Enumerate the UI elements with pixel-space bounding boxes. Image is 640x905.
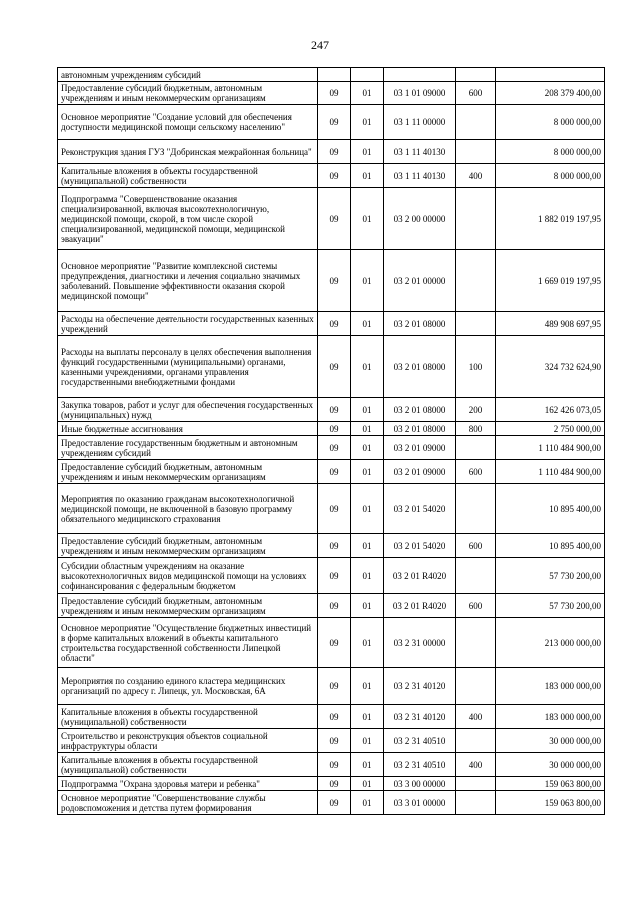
- row-expense-type-cell: [456, 250, 496, 312]
- row-subsection-cell: 01: [351, 460, 384, 484]
- row-section-cell: 09: [318, 618, 351, 668]
- row-target-code-cell: [384, 68, 456, 82]
- row-name-cell: автономным учреждениям субсидий: [58, 68, 318, 82]
- row-subsection-cell: 01: [351, 705, 384, 729]
- row-expense-type-cell: 600: [456, 594, 496, 618]
- row-subsection-cell: 01: [351, 777, 384, 791]
- row-name-cell: Предоставление субсидий бюджетным, автономным учреждениям и иным некоммерческим организациям: [58, 82, 318, 105]
- row-target-code-cell: 03 2 01 08000: [384, 312, 456, 336]
- table-row: [58, 188, 605, 250]
- row-expense-type-cell: [456, 729, 496, 753]
- row-amount-cell: 159 063 800,00: [496, 777, 605, 791]
- row-subsection-cell: 01: [351, 250, 384, 312]
- row-target-code-cell: 03 2 01 08000: [384, 336, 456, 398]
- row-target-code-cell: 03 2 00 00000: [384, 188, 456, 250]
- row-section-cell: 09: [318, 753, 351, 777]
- table-row: [58, 422, 605, 436]
- table-row: [58, 668, 605, 705]
- row-name-cell: Предоставление государственным бюджетным и автономным учреждениям субсидий: [58, 436, 318, 460]
- table-row: [58, 705, 605, 729]
- row-subsection-cell: 01: [351, 188, 384, 250]
- row-name-cell: Основное мероприятие "Развитие комплексной системы предупреждения, диагностики и лечения социально значимых заболеваний. Повышение эффективности оказания скорой медицинской помощи": [58, 250, 318, 312]
- table-row: [58, 534, 605, 558]
- row-expense-type-cell: 200: [456, 398, 496, 422]
- row-amount-cell: 8 000 000,00: [496, 105, 605, 140]
- row-amount-cell: 10 895 400,00: [496, 534, 605, 558]
- row-subsection-cell: 01: [351, 729, 384, 753]
- row-section-cell: 09: [318, 777, 351, 791]
- row-section-cell: 09: [318, 398, 351, 422]
- row-subsection-cell: 01: [351, 105, 384, 140]
- row-expense-type-cell: [456, 484, 496, 534]
- row-expense-type-cell: [456, 188, 496, 250]
- row-name-cell: Строительство и реконструкция объектов социальной инфраструктуры области: [58, 729, 318, 753]
- row-amount-cell: 30 000 000,00: [496, 753, 605, 777]
- table-row: [58, 484, 605, 534]
- row-name-cell: Закупка товаров, работ и услуг для обеспечения государственных (муниципальных) нужд: [58, 398, 318, 422]
- row-subsection-cell: 01: [351, 422, 384, 436]
- page-number: 247: [311, 38, 329, 52]
- row-name-cell: Реконструкция здания ГУЗ "Добринская межрайонная больница": [58, 140, 318, 164]
- row-section-cell: 09: [318, 534, 351, 558]
- row-expense-type-cell: [456, 105, 496, 140]
- row-expense-type-cell: 600: [456, 534, 496, 558]
- table-row: [58, 558, 605, 594]
- row-section-cell: 09: [318, 188, 351, 250]
- row-subsection-cell: 01: [351, 618, 384, 668]
- row-target-code-cell: 03 1 01 09000: [384, 82, 456, 105]
- table-row: [58, 140, 605, 164]
- row-name-cell: Капитальные вложения в объекты государственной (муниципальной) собственности: [58, 705, 318, 729]
- table-row: [58, 398, 605, 422]
- row-expense-type-cell: [456, 791, 496, 815]
- row-subsection-cell: 01: [351, 791, 384, 815]
- table-row: [58, 312, 605, 336]
- table-row: [58, 594, 605, 618]
- row-amount-cell: 1 110 484 900,00: [496, 436, 605, 460]
- row-section-cell: [318, 68, 351, 82]
- row-amount-cell: 1 882 019 197,95: [496, 188, 605, 250]
- row-expense-type-cell: 600: [456, 460, 496, 484]
- row-section-cell: 09: [318, 705, 351, 729]
- row-name-cell: Капитальные вложения в объекты государственной (муниципальной) собственности: [58, 164, 318, 188]
- row-section-cell: 09: [318, 791, 351, 815]
- row-amount-cell: 57 730 200,00: [496, 594, 605, 618]
- row-section-cell: 09: [318, 668, 351, 705]
- row-expense-type-cell: 400: [456, 705, 496, 729]
- row-name-cell: Предоставление субсидий бюджетным, автономным учреждениям и иным некоммерческим организациям: [58, 460, 318, 484]
- row-section-cell: 09: [318, 594, 351, 618]
- row-expense-type-cell: 100: [456, 336, 496, 398]
- row-subsection-cell: 01: [351, 140, 384, 164]
- row-subsection-cell: 01: [351, 668, 384, 705]
- row-section-cell: 09: [318, 105, 351, 140]
- row-target-code-cell: 03 2 01 09000: [384, 460, 456, 484]
- row-expense-type-cell: [456, 312, 496, 336]
- row-amount-cell: 1 669 019 197,95: [496, 250, 605, 312]
- row-name-cell: Подпрограмма "Совершенствование оказания специализированной, включая высокотехнологичную, медицинской помощи, скорой, в том числе скорой специализированной, медицинской помощи, медицинской эвакуации": [58, 188, 318, 250]
- row-subsection-cell: 01: [351, 534, 384, 558]
- table-row: [58, 618, 605, 668]
- row-section-cell: 09: [318, 484, 351, 534]
- row-amount-cell: 213 000 000,00: [496, 618, 605, 668]
- row-amount-cell: 30 000 000,00: [496, 729, 605, 753]
- row-name-cell: Подпрограмма "Охрана здоровья матери и ребенка": [58, 777, 318, 791]
- row-amount-cell: 489 908 697,95: [496, 312, 605, 336]
- row-target-code-cell: 03 2 01 08000: [384, 422, 456, 436]
- row-section-cell: 09: [318, 422, 351, 436]
- row-subsection-cell: 01: [351, 558, 384, 594]
- row-subsection-cell: 01: [351, 312, 384, 336]
- row-amount-cell: 10 895 400,00: [496, 484, 605, 534]
- row-section-cell: 09: [318, 82, 351, 105]
- row-target-code-cell: 03 1 11 40130: [384, 164, 456, 188]
- row-target-code-cell: 03 2 01 00000: [384, 250, 456, 312]
- table-row: [58, 250, 605, 312]
- row-amount-cell: 8 000 000,00: [496, 140, 605, 164]
- row-amount-cell: 159 063 800,00: [496, 791, 605, 815]
- row-expense-type-cell: [456, 140, 496, 164]
- row-name-cell: Расходы на выплаты персоналу в целях обеспечения выполнения функций государственными (муниципальными) органами, казенными учреждениями, органами управления государственными внебюджетными фондами: [58, 336, 318, 398]
- row-amount-cell: 183 000 000,00: [496, 668, 605, 705]
- row-amount-cell: 8 000 000,00: [496, 164, 605, 188]
- row-section-cell: 09: [318, 436, 351, 460]
- row-subsection-cell: 01: [351, 82, 384, 105]
- table-row: [58, 753, 605, 777]
- row-target-code-cell: 03 1 11 40130: [384, 140, 456, 164]
- budget-table: [57, 67, 605, 815]
- table-row: [58, 460, 605, 484]
- row-amount-cell: 2 750 000,00: [496, 422, 605, 436]
- row-target-code-cell: 03 3 00 00000: [384, 777, 456, 791]
- row-name-cell: Предоставление субсидий бюджетным, автономным учреждениям и иным некоммерческим организациям: [58, 594, 318, 618]
- row-amount-cell: 183 000 000,00: [496, 705, 605, 729]
- row-name-cell: Основное мероприятие "Создание условий для обеспечения доступности медицинской помощи сельскому населению": [58, 105, 318, 140]
- row-name-cell: Мероприятия по оказанию гражданам высокотехнологичной медицинской помощи, не включенной в базовую программу обязательного медицинского страхования: [58, 484, 318, 534]
- row-section-cell: 09: [318, 729, 351, 753]
- table-row: [58, 729, 605, 753]
- row-amount-cell: 57 730 200,00: [496, 558, 605, 594]
- row-name-cell: Предоставление субсидий бюджетным, автономным учреждениям и иным некоммерческим организациям: [58, 534, 318, 558]
- table-row: [58, 436, 605, 460]
- row-target-code-cell: 03 2 01 54020: [384, 534, 456, 558]
- row-name-cell: Мероприятия по созданию единого кластера медицинских организаций по адресу г. Липецк, ул. Московская, 6А: [58, 668, 318, 705]
- row-amount-cell: 324 732 624,90: [496, 336, 605, 398]
- row-name-cell: Субсидии областным учреждениям на оказание высокотехнологичных видов медицинской помощи на условиях софинансирования с федеральным бюджетом: [58, 558, 318, 594]
- row-expense-type-cell: [456, 558, 496, 594]
- table-row: [58, 82, 605, 105]
- row-expense-type-cell: [456, 68, 496, 82]
- row-expense-type-cell: [456, 777, 496, 791]
- row-section-cell: 09: [318, 250, 351, 312]
- table-row: [58, 777, 605, 791]
- row-target-code-cell: 03 2 01 09000: [384, 436, 456, 460]
- row-name-cell: Основное мероприятие "Осуществление бюджетных инвестиций в форме капитальных вложений в объекты капитального строительства государственной собственности Липецкой области": [58, 618, 318, 668]
- row-section-cell: 09: [318, 460, 351, 484]
- row-expense-type-cell: [456, 436, 496, 460]
- table-row: [58, 791, 605, 815]
- row-target-code-cell: 03 2 31 40510: [384, 729, 456, 753]
- row-subsection-cell: 01: [351, 398, 384, 422]
- row-name-cell: Капитальные вложения в объекты государственной (муниципальной) собственности: [58, 753, 318, 777]
- row-section-cell: 09: [318, 558, 351, 594]
- row-target-code-cell: 03 2 31 40120: [384, 668, 456, 705]
- row-amount-cell: [496, 68, 605, 82]
- row-section-cell: 09: [318, 312, 351, 336]
- row-target-code-cell: 03 2 31 40120: [384, 705, 456, 729]
- row-expense-type-cell: 400: [456, 164, 496, 188]
- row-target-code-cell: 03 3 01 00000: [384, 791, 456, 815]
- row-subsection-cell: 01: [351, 436, 384, 460]
- table-row: [58, 164, 605, 188]
- row-subsection-cell: 01: [351, 484, 384, 534]
- row-name-cell: Основное мероприятие "Совершенствование службы родовспоможения и детства путем формирования: [58, 791, 318, 815]
- row-target-code-cell: 03 2 31 40510: [384, 753, 456, 777]
- row-name-cell: Иные бюджетные ассигнования: [58, 422, 318, 436]
- row-subsection-cell: 01: [351, 594, 384, 618]
- row-expense-type-cell: 800: [456, 422, 496, 436]
- row-amount-cell: 162 426 073,05: [496, 398, 605, 422]
- row-target-code-cell: 03 1 11 00000: [384, 105, 456, 140]
- row-name-cell: Расходы на обеспечение деятельности государственных казенных учреждений: [58, 312, 318, 336]
- row-subsection-cell: 01: [351, 336, 384, 398]
- row-expense-type-cell: 400: [456, 753, 496, 777]
- row-subsection-cell: 01: [351, 164, 384, 188]
- row-target-code-cell: 03 2 01 54020: [384, 484, 456, 534]
- row-target-code-cell: 03 2 01 08000: [384, 398, 456, 422]
- row-target-code-cell: 03 2 31 00000: [384, 618, 456, 668]
- row-amount-cell: 1 110 484 900,00: [496, 460, 605, 484]
- table-row: [58, 68, 605, 82]
- row-target-code-cell: 03 2 01 R4020: [384, 594, 456, 618]
- table-row: [58, 105, 605, 140]
- row-expense-type-cell: 600: [456, 82, 496, 105]
- row-subsection-cell: 01: [351, 753, 384, 777]
- budget-table-body: [58, 68, 605, 815]
- row-expense-type-cell: [456, 668, 496, 705]
- table-row: [58, 336, 605, 398]
- row-section-cell: 09: [318, 140, 351, 164]
- row-expense-type-cell: [456, 618, 496, 668]
- row-amount-cell: 208 379 400,00: [496, 82, 605, 105]
- row-subsection-cell: [351, 68, 384, 82]
- row-section-cell: 09: [318, 336, 351, 398]
- row-section-cell: 09: [318, 164, 351, 188]
- row-target-code-cell: 03 2 01 R4020: [384, 558, 456, 594]
